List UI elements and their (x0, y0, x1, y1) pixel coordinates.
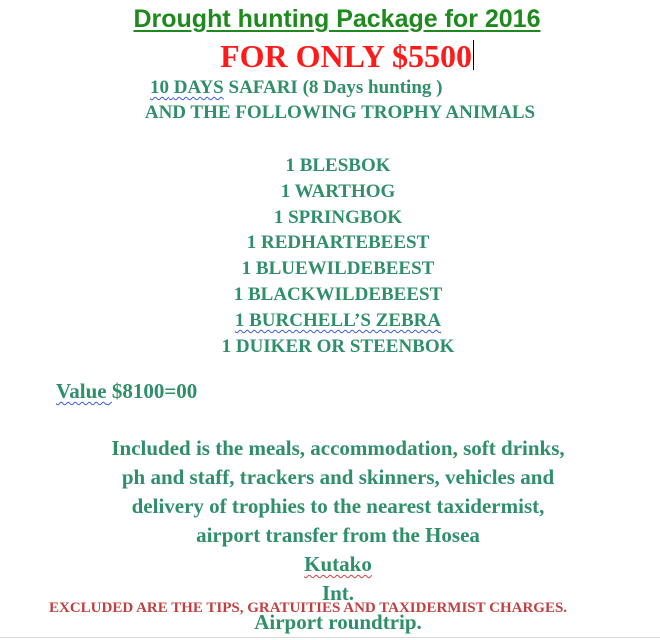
airport-name: Kutako (304, 552, 372, 576)
days-word: DAYS (173, 77, 224, 98)
value-amount: $8100=00 (111, 379, 198, 403)
list-item: 1 WARTHOG (280, 180, 396, 202)
safari-days-count (150, 77, 224, 98)
included-line: ph and staff, trackers and skinners, vehicles and (121, 465, 555, 489)
price-offer-text: FOR ONLY $5500 (220, 38, 472, 74)
included-line: Included is the meals, accommodation, soft drinks, (111, 436, 565, 460)
safari-duration-line (150, 76, 442, 100)
package-value (56, 377, 197, 405)
excluded-note: EXCLUDED ARE THE TIPS, GRATUITIES AND TAXIDERMIST CHARGES. (49, 600, 568, 616)
trophy-heading: AND THE FOLLOWING TROPHY ANIMALS (144, 102, 536, 123)
included-line: delivery of trophies to the nearest taxidermist, (131, 494, 545, 518)
list-item: 1 BLUEWILDEBEEST (241, 258, 435, 280)
list-item-zebra (0, 308, 660, 334)
list-item: 1 BLESBOK (285, 155, 391, 176)
list-item: 1 REDHARTEBEEST (246, 232, 430, 254)
list-item: 1 DUIKER OR STEENBOK (221, 335, 455, 357)
value-label (56, 379, 112, 403)
included-line: Airport roundtrip. (254, 610, 422, 634)
page-bottom-divider (0, 637, 660, 638)
days-count-value: 10 (150, 77, 169, 98)
airport-text-after: Int. (321, 581, 355, 605)
value-label-text: Value (56, 379, 107, 403)
included-line-airport (0, 521, 660, 608)
package-title: Drought hunting Package for 2016 (133, 5, 541, 33)
list-item: 1 BLACKWILDEBEEST (233, 283, 443, 305)
text-cursor (473, 40, 474, 70)
safari-rest: SAFARI (8 Days hunting ) (228, 77, 443, 98)
list-item: 1 SPRINGBOK (273, 206, 403, 228)
trophy-animal-list (0, 153, 660, 359)
price-offer (0, 36, 660, 76)
zebra-name: 1 BURCHELL’S ZEBRA (234, 309, 442, 331)
airport-text-before: airport transfer from the Hosea (196, 523, 480, 547)
